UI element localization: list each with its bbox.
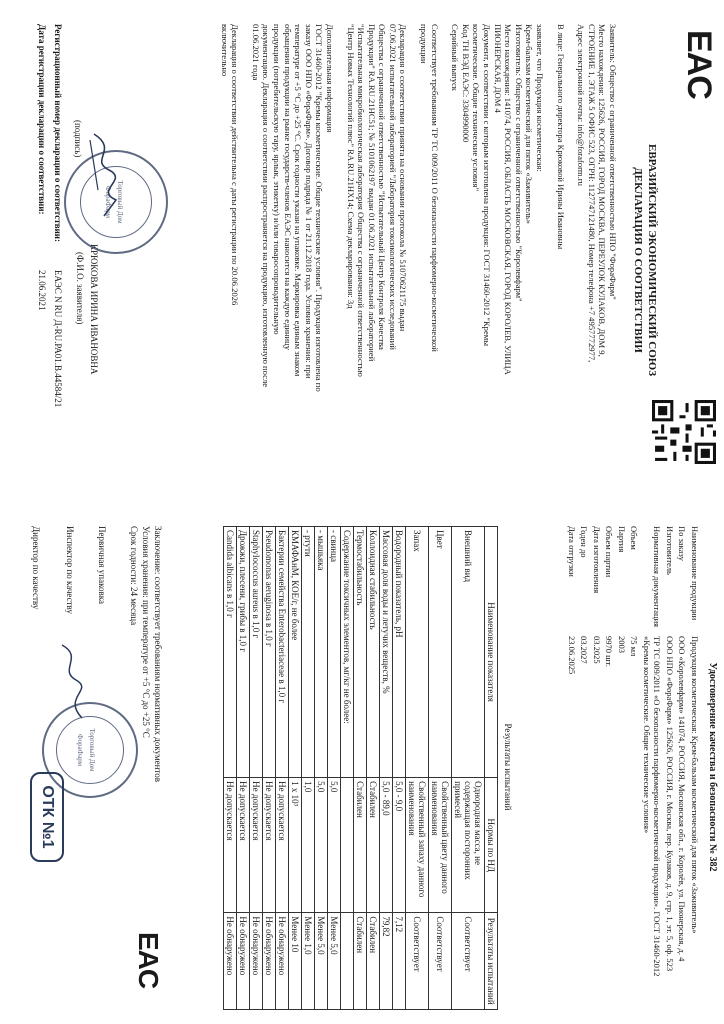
declaration-line: Дополнительная информация xyxy=(324,24,335,133)
cell-result xyxy=(341,913,354,1010)
table-row xyxy=(393,527,406,1010)
declaration-line: Крем-бальзам косметический для пяток «Заживитель» xyxy=(524,24,535,225)
certificate-field-row xyxy=(629,526,640,1006)
declaration-line xyxy=(335,24,345,494)
table-row xyxy=(302,527,315,1010)
cell-norm: 5,0 - 9,0 xyxy=(393,778,406,913)
table-row xyxy=(224,527,237,1010)
declaration-body xyxy=(219,24,618,494)
declaration-line: ГОСТ 31460-2012 "Кремы косметические. Общие технические условия". Продукция изготовлена по xyxy=(314,24,325,392)
cell-parameter: Бактерии семейства Enterobacteriaceae в 1,0 г xyxy=(276,527,289,778)
certificate-note: Заключение: соответствует требованиям нормативных документов xyxy=(153,526,163,783)
signer-role: (Ф.И.О. заявителя) xyxy=(75,252,85,325)
cell-parameter: Candida albicans в 1,0 г xyxy=(224,527,237,778)
cell-result: Менее 5,0 xyxy=(315,913,328,1010)
table-row xyxy=(315,527,328,1010)
inspector-label: Инспектор по качеству xyxy=(65,526,75,614)
reg-date-label: Дата регистрации декларации о соответствии: xyxy=(37,24,47,215)
certificate-field-row xyxy=(690,526,701,1006)
declaration-line: продукции xyxy=(419,24,430,64)
declaration-line: "Испытательная микробиологическая лаборатория Общества с ограниченной ответственностью xyxy=(356,24,367,377)
certificate-field-row xyxy=(579,526,590,1006)
declaration-line xyxy=(566,24,576,494)
reg-number-value: ЕАЭС N RU Д-RU.РА01.В.44584/21 xyxy=(53,270,63,408)
cell-result: Не обнаружено xyxy=(224,913,237,1010)
field-label: Дата отгрузки xyxy=(567,526,577,577)
certificate-title: Удостоверение качества и безопасности № 382 xyxy=(707,662,718,872)
table-row xyxy=(276,527,289,1010)
cell-parameter: Водородный показатель, pH xyxy=(393,527,406,778)
declaration-line: продукции (потребительскую тару, ярлык, этикетку) и/или товаросопроводительную xyxy=(271,24,282,335)
declaration-line: "Центр Новых Технологий плюс" RA.RU.21НХ14; Схема декларирования: 3д xyxy=(345,24,356,309)
cell-result: Соответствует xyxy=(406,913,429,1010)
declaration-line: Серийный выпуск xyxy=(450,24,461,91)
declaration-line: Документ, в соответствии с которым изготовлена продукция: ГОСТ 31460-2012 "Кремы xyxy=(482,24,493,346)
field-value: Продукция косметическая: Крем-бальзам косметический для пяток «Заживитель» xyxy=(690,636,700,934)
table-row xyxy=(429,527,452,1010)
certificate-field-row xyxy=(592,526,603,1006)
declaration-line xyxy=(545,24,555,494)
field-label: По заказу xyxy=(677,526,688,561)
cell-result: Не обнаружено xyxy=(237,913,250,1010)
cell-result: Не обнаружено xyxy=(250,913,263,1010)
table-row xyxy=(406,527,429,1010)
cell-parameter: Staphylococcus aureus в 1,0 г xyxy=(250,527,263,778)
cell-norm: 5,0 xyxy=(315,778,328,913)
declaration-line: косметические. Общие технические условия" xyxy=(471,24,482,192)
declaration-line: СТРОЕНИЕ 1, ЭТАЖ 5 ОФИС 523, ОГРН: 1127747121480, Номер телефона +7 4957772977, xyxy=(586,24,597,363)
declaration-line: Декларация о соответствии действительна с даты регистрации по 20.06.2026 xyxy=(230,24,241,306)
table-row xyxy=(341,527,354,1010)
field-value: 03.2025 xyxy=(592,636,602,664)
cert-eac-mark: EAC xyxy=(133,932,164,989)
declaration-line xyxy=(440,24,450,494)
cell-parameter: Массовая доля воды и летучих веществ, % xyxy=(380,527,393,778)
col-norm: Нормы по НД xyxy=(485,778,498,913)
results-table xyxy=(223,526,498,1010)
cert-seal-text: Торговый Дом ФораФарм xyxy=(76,728,96,772)
results-title: Результаты испытаний xyxy=(503,723,513,811)
cell-result: Менее 1,0 xyxy=(302,913,315,1010)
cell-parameter: КМАФАнМ, КОЕ/г, не более xyxy=(289,527,302,778)
field-value: ООО «Королевфарм» 141074, РОССИЯ, Московская обл., г. Королёв, ул. Пионерская, д. 4 xyxy=(677,636,688,962)
cell-result: 7,12 xyxy=(393,913,406,1010)
table-row xyxy=(263,527,276,1010)
director-label: Директор по качеству xyxy=(31,526,41,610)
union-heading: ЕВРАЗИЙСКИЙ ЭКОНОМИЧЕСКИЙ СОЮЗ xyxy=(646,143,658,376)
cell-parameter: Запах xyxy=(406,527,429,778)
cell-result: Не обнаружено xyxy=(276,913,289,1010)
field-label: Наименование продукции xyxy=(690,526,700,621)
cell-parameter: Содержание токсичных элементов, мг/кг не более: xyxy=(341,527,354,778)
reg-date-value: 21.06.2021 xyxy=(37,270,47,311)
cell-parameter: Дрожжи, плесени, грибы в 1,0 г xyxy=(237,527,250,778)
field-value: 23.06.2025 xyxy=(567,636,577,675)
cell-norm: Стабилен xyxy=(354,778,367,913)
eac-mark: EAC xyxy=(680,30,718,99)
cell-norm: Не допускается xyxy=(224,778,237,913)
certificate-field-row xyxy=(617,526,628,1006)
cell-parameter: Внешний вид xyxy=(452,527,485,778)
declaration-line: температуре от +5 °С до +25 °С. Срок годности указан на упаковке. Маркировка единым знаком xyxy=(293,24,304,377)
field-label: Партия xyxy=(617,526,627,553)
table-row xyxy=(380,527,393,1010)
field-label: Объем xyxy=(629,526,640,550)
cell-norm: Не допускается xyxy=(237,778,250,913)
cell-norm: Не допускается xyxy=(250,778,263,913)
seal-text: Торговый Дом ФораФарм xyxy=(104,180,124,224)
cell-parameter: - мышьяка xyxy=(315,527,328,778)
certificate-field-row xyxy=(677,526,688,1006)
packing-label: Первичная упаковка xyxy=(97,526,107,604)
field-label: Объем партии xyxy=(604,526,615,578)
cell-norm: Свойственный цвету данного наименования xyxy=(429,778,452,913)
cell-result: Менее 5,0 xyxy=(328,913,341,1010)
declaration-line: Продукции" RA.RU.21НС51; № 5101062197 выдан 01.06.2021 испытательной лабораторией xyxy=(366,24,377,362)
cell-result: Соответствует xyxy=(452,913,485,1010)
declaration-line: заказу ООО НПО «ФораФарм». Договор подряда № 1 от 21.12.2018 года. Условия хранения: при xyxy=(303,24,314,379)
cell-result: Не обнаружено xyxy=(263,913,276,1010)
cell-result: Соответствует xyxy=(429,913,452,1010)
field-value: 9970 шт. xyxy=(604,636,615,667)
field-label: Нормативная документация xyxy=(652,526,663,628)
signer-name: КРЮКОВА ИРИНА ИВАНОВНА xyxy=(89,244,99,375)
certificate-fields xyxy=(565,526,701,1006)
certificate-field-row xyxy=(665,526,676,1006)
table-row xyxy=(367,527,380,1010)
certificate-field-row xyxy=(604,526,615,1006)
cell-norm: Стабилен xyxy=(367,778,380,913)
cell-norm: 1,0 xyxy=(302,778,315,913)
signature-label: (подпись) xyxy=(73,120,83,158)
field-label: Годен до xyxy=(579,526,590,558)
declaration-line: Заявитель: Общество с ограниченной ответственностью НПО "ФораФарм" xyxy=(608,24,618,300)
declaration-line: 01.06.2021 года xyxy=(250,24,261,81)
field-value: ТР ТС 009/2011 «О безопасности парфюмерно-косметической продукции». ГОСТ 31460-2012 «Кремы косметические. Общие технические условия» xyxy=(642,636,663,977)
cell-parameter: - свинца xyxy=(328,527,341,778)
results-header-row xyxy=(485,527,498,1010)
declaration-line: Изготовитель: Общество с ограниченной ответственностью "Королевфарм" xyxy=(513,24,524,302)
cell-result: Менее 10 xyxy=(289,913,302,1010)
certificate-rotated-content xyxy=(0,512,724,1024)
declaration-line xyxy=(240,24,250,494)
col-result: Результаты испытаний xyxy=(485,913,498,1010)
declaration-title: ДЕКЛАРАЦИЯ О СООТВЕТСТВИИ xyxy=(632,167,644,353)
otk-stamp: ОТК №1 xyxy=(30,772,64,862)
cell-norm: Не допускается xyxy=(263,778,276,913)
declaration-line: Адрес электронной почты: info@foraform.ru xyxy=(576,24,587,186)
cell-result: 79,82 xyxy=(380,913,393,1010)
declaration-line: Декларация о соответствии принята на основании протокола № 51070621175 выдан xyxy=(398,24,409,332)
table-row xyxy=(237,527,250,1010)
declaration-line: Место нахождения: 125626, РОССИЯ, ГОРОД МОСКВА, ПЕРЕУЛОК КУЛАКОВ, ДОМ 9, xyxy=(597,24,608,357)
cell-parameter: Pseudomonas aeruginosa в 1,0 г xyxy=(263,527,276,778)
company-seal xyxy=(64,150,168,254)
declaration-line: включительно xyxy=(219,24,230,77)
table-row xyxy=(354,527,367,1010)
field-value: ООО НПО «ФораФарм» 125626, РОССИЯ, г. Москва, пер. Кулаков, д. 9, стр. 1, эт. 5, оф. 523 xyxy=(665,636,675,972)
field-label: Дата изготовления xyxy=(592,526,602,594)
declaration-line xyxy=(409,24,419,494)
declaration-line: обращения продукции на рынке государств-членов ЕАЭС наносится на каждую единицу xyxy=(282,24,293,351)
certificate-page xyxy=(0,512,724,1024)
table-row xyxy=(328,527,341,1010)
field-label: Изготовитель xyxy=(665,526,675,575)
cell-parameter: Коллоидная стабильность xyxy=(367,527,380,778)
reg-number-label: Регистрационный номер декларации о соответствии: xyxy=(53,24,63,242)
qr-code-icon xyxy=(652,400,716,464)
declaration-line: ПИОНЕРСКАЯ, ДОМ 4 xyxy=(492,24,503,113)
cell-norm: 1 х 10³ xyxy=(289,778,302,913)
certificate-field-row xyxy=(642,526,663,1006)
declaration-line: Соответствует требованиям ТР ТС 009/2011 О безопасности парфюмерно-косметической xyxy=(429,24,440,352)
certificate-note: Срок годности: 24 месяца xyxy=(129,526,139,626)
certificate-field-row xyxy=(567,526,578,1006)
cell-norm: Не допускается xyxy=(276,778,289,913)
declaration-line: В лице: Генерального директора Крюковой Ирины Ивановны xyxy=(555,24,566,250)
table-row xyxy=(289,527,302,1010)
certificate-note: Условия хранения: при температуре от +5 °С до +25 °С xyxy=(141,526,151,738)
table-row xyxy=(452,527,485,1010)
cell-parameter: Термостабильность xyxy=(354,527,367,778)
cell-norm: Свойственный запаху данного наименования xyxy=(406,778,429,913)
declaration-line: Общества с ограниченной ответственностью "Испытательный Центр Контроля Качества xyxy=(377,24,388,350)
cell-result: Стабилен xyxy=(367,913,380,1010)
declaration-line: Код ТН ВЭД ЕАЭС: 3304990000 xyxy=(460,24,471,143)
cell-parameter: Цвет xyxy=(429,527,452,778)
cell-norm: Однородная масса, не содержащая посторонних примесей xyxy=(452,778,485,913)
field-value: 03.2027 xyxy=(579,636,590,664)
field-value: 75 мл xyxy=(629,636,640,657)
table-row xyxy=(250,527,263,1010)
cell-parameter: - ртути xyxy=(302,527,315,778)
field-value: 2003 xyxy=(617,636,627,653)
cell-norm: 5,0 xyxy=(328,778,341,913)
declaration-line: заявляет, что Продукция косметическая: xyxy=(535,24,546,172)
declaration-line: 07.06.2021 испытательной лабораторией "Лаборатория токсикологических исследований xyxy=(387,24,398,350)
col-parameter: Наименование показателя xyxy=(485,527,498,778)
declaration-line: документацию. Декларация о соответствии распространяется на продукцию, изготовленную после xyxy=(261,24,272,388)
cell-norm: 5,0 - 89,0 xyxy=(380,778,393,913)
cell-norm xyxy=(341,778,354,913)
declaration-line: Место нахождения: 141074, РОССИЯ, ОБЛАСТЬ МОСКОВСКАЯ, ГОРОД КОРОЛЕВ, УЛИЦА xyxy=(503,24,514,375)
cell-result: Стабилен xyxy=(354,913,367,1010)
